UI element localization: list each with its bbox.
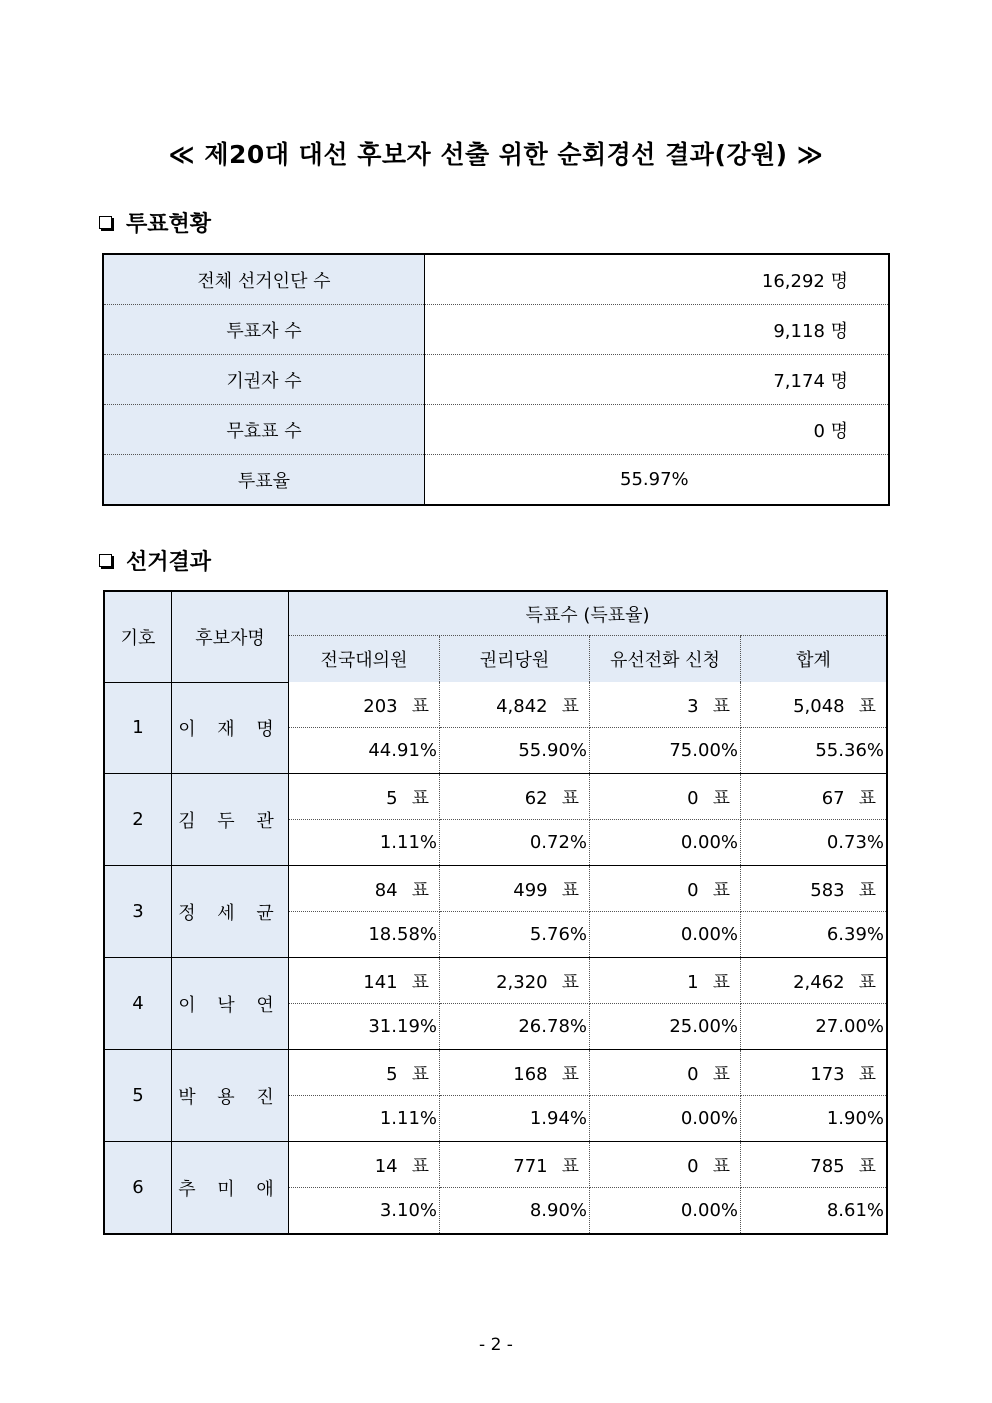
vote-count-cell — [741, 958, 888, 1004]
vote-count: 785 — [810, 1155, 845, 1177]
vote-count-cell — [741, 774, 888, 820]
checkbox-bullet-icon — [99, 554, 112, 567]
vote-count: 1 — [687, 971, 699, 993]
header-row — [104, 591, 887, 636]
vote-count-cell — [741, 1142, 888, 1188]
row-label: 투표자 수 — [103, 305, 425, 355]
vote-count-cell — [440, 1050, 590, 1096]
row-value: 55.97% — [620, 469, 689, 490]
vote-count: 3 — [687, 695, 699, 717]
vote-percent: 5.76% — [440, 912, 590, 958]
header-total: 합계 — [741, 636, 888, 683]
vote-unit: 표 — [858, 971, 876, 993]
table-row — [103, 455, 889, 506]
vote-count: 173 — [810, 1063, 845, 1085]
vote-percent: 25.00% — [590, 1004, 741, 1050]
row-label: 투표율 — [103, 455, 425, 506]
vote-percent: 8.90% — [440, 1188, 590, 1235]
candidate-number: 1 — [104, 682, 172, 774]
vote-count-cell — [741, 866, 888, 912]
header-candidate: 후보자명 — [172, 591, 289, 682]
vote-unit: 표 — [411, 971, 429, 993]
vote-unit: 표 — [561, 879, 579, 901]
vote-unit: 표 — [712, 1063, 730, 1085]
vote-count: 0 — [687, 787, 699, 809]
vote-count: 14 — [374, 1155, 398, 1177]
vote-percent: 26.78% — [440, 1004, 590, 1050]
vote-unit: 표 — [712, 1155, 730, 1177]
vote-unit: 표 — [712, 879, 730, 901]
checkbox-bullet-icon — [99, 216, 112, 229]
vote-count: 141 — [363, 971, 398, 993]
row-value: 16,292 명 — [425, 254, 890, 305]
row-value: 0 명 — [425, 405, 890, 455]
candidate-name: 추 미 애 — [172, 1142, 289, 1235]
vote-unit: 표 — [561, 695, 579, 717]
table-row — [103, 254, 889, 305]
vote-unit: 표 — [411, 695, 429, 717]
vote-percent: 1.11% — [289, 1096, 440, 1142]
vote-unit: 표 — [712, 695, 730, 717]
header-votes-group: 득표수 (득표율) — [289, 591, 888, 636]
vote-count: 5 — [386, 1063, 398, 1085]
vote-unit: 표 — [561, 971, 579, 993]
vote-count-cell — [590, 774, 741, 820]
vote-count-cell — [289, 682, 440, 728]
vote-percent: 6.39% — [741, 912, 888, 958]
vote-unit: 표 — [411, 1063, 429, 1085]
vote-count: 84 — [374, 879, 398, 901]
vote-count: 2,320 — [496, 971, 548, 993]
vote-count: 0 — [687, 879, 699, 901]
vote-unit: 표 — [712, 787, 730, 809]
candidate-name: 박 용 진 — [172, 1050, 289, 1142]
candidate-name: 김 두 관 — [172, 774, 289, 866]
section-heading-label: 선거결과 — [126, 550, 212, 575]
vote-count-cell — [590, 1050, 741, 1096]
row-label: 무효표 수 — [103, 405, 425, 455]
page-number: - 2 - — [479, 1335, 513, 1355]
vote-percent: 55.36% — [741, 728, 888, 774]
vote-unit: 표 — [411, 1155, 429, 1177]
vote-percent: 1.11% — [289, 820, 440, 866]
vote-count-cell — [289, 958, 440, 1004]
table-row — [103, 405, 889, 455]
vote-count: 0 — [687, 1155, 699, 1177]
row-label: 기권자 수 — [103, 355, 425, 405]
vote-count: 5,048 — [793, 695, 845, 717]
vote-unit: 표 — [561, 1063, 579, 1085]
vote-unit: 표 — [858, 879, 876, 901]
vote-count-cell — [289, 866, 440, 912]
vote-count: 2,462 — [793, 971, 845, 993]
vote-count-cell — [440, 774, 590, 820]
vote-percent: 8.61% — [826, 1200, 884, 1221]
vote-percent: 44.91% — [289, 728, 440, 774]
header-number: 기호 — [104, 591, 172, 682]
vote-unit: 표 — [561, 787, 579, 809]
vote-unit: 표 — [858, 787, 876, 809]
vote-count-cell — [289, 774, 440, 820]
vote-count-cell — [440, 958, 590, 1004]
results-table — [103, 590, 888, 1235]
vote-count: 583 — [810, 879, 845, 901]
vote-count-cell — [590, 1142, 741, 1188]
vote-count-cell — [289, 1050, 440, 1096]
vote-percent: 55.90% — [440, 728, 590, 774]
vote-count: 4,842 — [496, 695, 548, 717]
vote-percent: 0.00% — [590, 1096, 741, 1142]
vote-count-cell — [289, 1142, 440, 1188]
turnout-table — [102, 253, 890, 506]
page-title: ≪ 제20대 대선 후보자 선출 위한 순회경선 결과(강원) ≫ — [168, 140, 824, 169]
header-members: 권리당원 — [440, 636, 590, 683]
candidate-name: 이 낙 연 — [172, 958, 289, 1050]
vote-count: 168 — [513, 1063, 548, 1085]
vote-count: 67 — [821, 787, 845, 809]
row-label: 전체 선거인단 수 — [103, 254, 425, 305]
vote-percent: 27.00% — [741, 1004, 888, 1050]
vote-percent: 0.00% — [590, 820, 741, 866]
vote-count: 499 — [513, 879, 548, 901]
vote-percent: 0.73% — [741, 820, 888, 866]
vote-count-cell — [590, 958, 741, 1004]
section-heading-label: 투표현황 — [126, 212, 212, 237]
table-row — [104, 958, 887, 1004]
vote-unit: 표 — [858, 1063, 876, 1085]
vote-unit: 표 — [411, 879, 429, 901]
candidate-name: 정 세 균 — [172, 866, 289, 958]
vote-percent: 1.90% — [741, 1096, 888, 1142]
header-delegates: 전국대의원 — [289, 636, 440, 683]
vote-unit: 표 — [858, 1155, 876, 1177]
table-row — [103, 305, 889, 355]
vote-count-cell — [440, 682, 590, 728]
candidate-number: 5 — [104, 1050, 172, 1142]
vote-percent: 18.58% — [289, 912, 440, 958]
vote-percent: 0.72% — [440, 820, 590, 866]
vote-count-cell — [440, 1142, 590, 1188]
vote-unit: 표 — [411, 787, 429, 809]
vote-count: 5 — [386, 787, 398, 809]
vote-count-cell — [590, 682, 741, 728]
table-row — [104, 774, 887, 820]
vote-percent: 1.94% — [440, 1096, 590, 1142]
vote-percent: 75.00% — [590, 728, 741, 774]
vote-count: 62 — [524, 787, 548, 809]
row-value: 9,118 명 — [425, 305, 890, 355]
candidate-name: 이 재 명 — [172, 682, 289, 774]
vote-unit: 표 — [561, 1155, 579, 1177]
vote-percent: 31.19% — [289, 1004, 440, 1050]
header-phone: 유선전화 신청 — [590, 636, 741, 683]
table-row — [103, 355, 889, 405]
vote-unit: 표 — [858, 695, 876, 717]
vote-count: 771 — [513, 1155, 548, 1177]
candidate-number: 6 — [104, 1142, 172, 1235]
vote-percent: 0.00% — [590, 912, 741, 958]
table-row — [104, 1142, 887, 1188]
vote-count-cell — [590, 866, 741, 912]
vote-count-cell — [741, 1050, 888, 1096]
table-row — [104, 1050, 887, 1096]
candidate-number: 2 — [104, 774, 172, 866]
vote-percent: 3.10% — [289, 1188, 440, 1235]
vote-count: 203 — [363, 695, 398, 717]
table-row — [104, 866, 887, 912]
candidate-number: 3 — [104, 866, 172, 958]
vote-count-cell — [440, 866, 590, 912]
row-value: 7,174 명 — [425, 355, 890, 405]
vote-count-cell — [741, 682, 888, 728]
section-heading-turnout — [97, 207, 211, 238]
vote-percent: 0.00% — [590, 1188, 741, 1235]
vote-count: 0 — [687, 1063, 699, 1085]
candidate-number: 4 — [104, 958, 172, 1050]
section-heading-results — [97, 545, 211, 576]
table-row — [104, 682, 887, 728]
vote-unit: 표 — [712, 971, 730, 993]
